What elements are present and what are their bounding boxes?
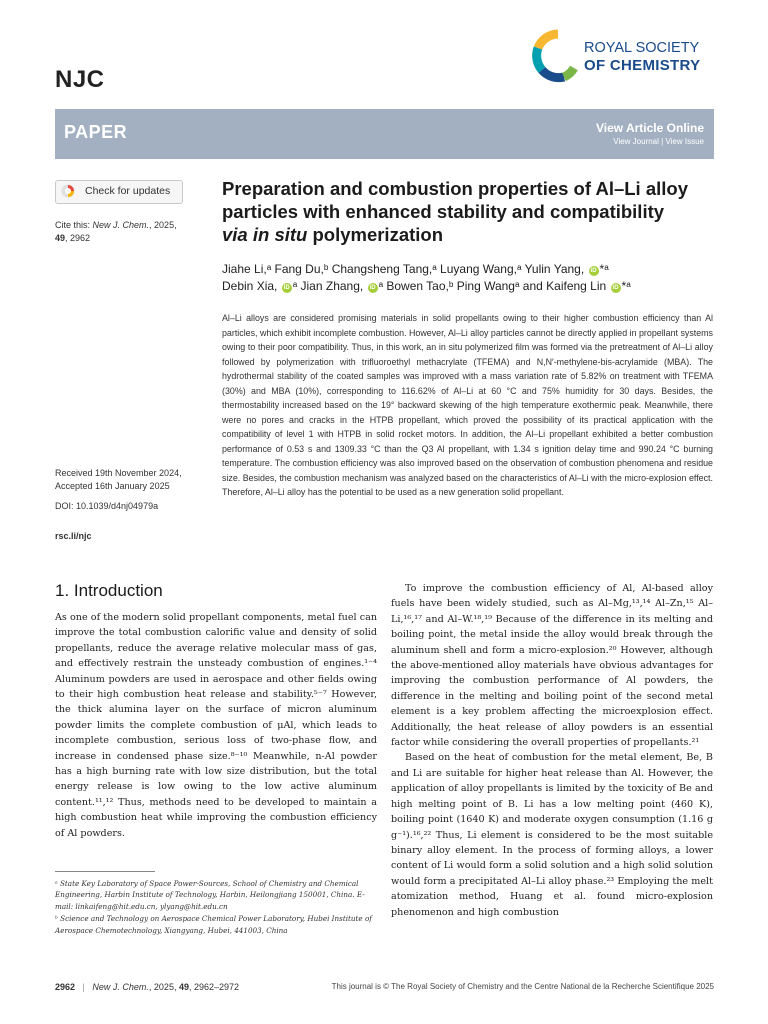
publisher-name (584, 40, 700, 74)
authors-line-2 (222, 278, 702, 295)
copyright-notice: This journal is © The Royal Society of Chemistry and the Centre National de la Recherche Scientifique 2025 (331, 982, 714, 991)
rsc-logo-icon (530, 28, 580, 84)
authors-text-2b: ᵃ Jian Zhang, (292, 279, 364, 293)
authors-text-2a: Debin Xia, (222, 279, 278, 293)
section-heading: 1. Introduction (55, 581, 163, 600)
dates (55, 467, 215, 493)
view-article-online-link[interactable]: View Article Online (595, 121, 704, 135)
received-date: Received 19th November 2024, (55, 468, 182, 478)
corresponding-mark: *ᵃ (599, 262, 609, 276)
title-italic: via in situ (222, 224, 308, 245)
check-for-updates-button[interactable] (55, 180, 183, 204)
footer-journal: New J. Chem. (92, 982, 149, 992)
cite-page: , 2962 (65, 233, 91, 243)
affiliation-a: ᵃ State Key Laboratory of Space Power-Sources, School of Chemistry and Chemical Engineering, Harbin Institute of Technology, Harbin, Heilongjiang 150001, China. E-mail: linkaifeng@hit.edu.cn, ylyang@hit.edu.cn (55, 879, 365, 911)
page-number: 2962 (55, 982, 76, 992)
publisher-line1: ROYAL SOCIETY (584, 40, 700, 56)
affiliations (55, 878, 377, 937)
view-links-separator: | (661, 137, 664, 146)
intro-right-column (391, 581, 713, 920)
page-footer-citation (55, 982, 239, 992)
author-list (222, 261, 702, 295)
view-issue-link[interactable]: View Issue (665, 137, 704, 146)
paragraph: As one of the modern solid propellant components, metal fuel can improve the total combustion calorific value and density of solid propellants, reduce the average relative molecular mass of gas, and effectively restrain the unsteady combustion of engines.¹⁻⁴ Aluminum powders are used in aerospace and other fields owing to their high combustion heat release and stability.⁵⁻⁷ However, the thick alumina layer on the surface of micron aluminum powder limits the complete combustion of μAl, which leads to incomplete combustion, serious loss of two-phase flow, and increase in condensed phase size.⁸⁻¹⁰ Meanwhile, n-Al powder has a high burning rate with low size distribution, but the total energy release is low owing to the low active aluminum content.¹¹,¹² Thus, methods need to be developed to maintain a high combustion heat while improving the combustion efficiency of Al powders. (55, 612, 377, 839)
cite-volume: 49 (55, 233, 66, 243)
orcid-icon[interactable]: iD (612, 285, 619, 291)
authors-text-2c: ᵃ Bowen Tao,ᵇ Ping Wangᵃ and Kaifeng Lin (378, 279, 607, 293)
rsc-logo[interactable] (530, 28, 720, 84)
footer-volume: 49 (178, 982, 189, 992)
cite-journal: New J. Chem. (92, 220, 150, 230)
cite-label: Cite this: (55, 220, 91, 230)
check-updates-icon (61, 184, 75, 198)
intro-left-column (55, 610, 377, 841)
footer-year: , 2025, (148, 982, 179, 992)
cite-year: , 2025, (149, 220, 177, 230)
accepted-date: Accepted 16th January 2025 (55, 481, 170, 491)
paragraph: Based on the heat of combustion for the metal element, Be, B and Li are suitable for higher heat release than Al. However, the application of alloy propellants is limited by the toxicity of Be and high melting point of B. Li has a low melting point (460 K), boiling point (1640 K) and moderate oxygen consumption (1.16 g g⁻¹).¹⁶,²² Thus, Li element is considered to be the most suitable binary alloy element. In the process of forming alloys, a lower content of Li would form a solid solution and a high solid solution would form a precipitated Al–Li alloy phase.²³ Employing the melt atomization method, Huang et al. found micro-explosion phenomenon and high combustion (391, 752, 713, 918)
paragraph: To improve the combustion efficiency of Al, Al-based alloy fuels have been widely studied, such as Al–Mg,¹³,¹⁴ Al–Zn,¹⁵ Al–Li,¹⁶,¹⁷ and Al–W.¹⁸,¹⁹ Because of the difference in its melting and boiling point, the metal inside the alloy would break through the aluminum shell and form a micro-explosion.²⁰ However, although the above-mentioned alloy materials have obvious advantages for improving the combustion performance of Al powders, the difference in the melting and boiling point of the second metal element is a key problem affecting the microexplosion effect. Additionally, the heat release of alloy powders is an essential factor while considering the overall properties of propellants.²¹ (391, 583, 713, 749)
footnote-divider (55, 871, 155, 872)
view-links (613, 137, 704, 146)
journal-code: NJC (55, 66, 105, 93)
article-title (222, 177, 692, 246)
article-type-banner (55, 109, 714, 159)
orcid-icon[interactable]: iD (590, 268, 597, 274)
view-journal-link[interactable]: View Journal (613, 137, 659, 146)
journal-site-link[interactable]: rsc.li/njc (55, 531, 92, 541)
authors-text-1: Jiahe Li,ᵃ Fang Du,ᵇ Changsheng Tang,ᵃ Luyang Wang,ᵃ Yulin Yang, (222, 262, 585, 276)
article-type: PAPER (64, 122, 128, 142)
footer-pages: , 2962–2972 (188, 982, 240, 992)
abstract: Al–Li alloys are considered promising materials in solid propellants owing to their higher combustion efficiency than Al particles, which exhibit incomplete combustion. However, Al–Li alloy particles cannot be directly applied in propellant systems owing to their poor compatibility. Thus, in this work, an in situ polymerized film was formed via the pretreatment of Al–Li alloy followed by polymerization with trifluoroethyl methacrylate (TFEMA) and N,N′-methylene-bis-acrylamide (MBA). The hydrothermal stability of the coated samples was improved with a mass variation rate of 5.82% on treatment with TFEMA (30%) and MBA (10%), corresponding to 116.62% of Al–Li at 60 °C and 75% humidity for 30 days. Besides, the thermostability increased based on the 19° backward skewing of the high temperature exothermic peak. Meanwhile, there were no pores and cracks in the HTPB propellant, which proved the possibility of its practical application with the compatibility of level 1 with HTPB in solid rocket motors. In addition, the Al–Li propellant exhibited a better combustion performance of 0.53 s and 1309.33 °C than the Q3 Al propellant, with 1.34 s ignition delay time and 990.24 °C burning temperature. The combustion efficiency was also improved based on the observation of combustion phenomena and residue size. Besides, the combustion mechanism was analyzed based on the characteristics of Al–Li with the micro-explosion effect. Therefore, Al–Li alloy has the potential to be used as a new generation solid propellant. (222, 313, 713, 497)
title-text: Preparation and combustion properties of Al–Li alloy particles with enhanced stability and compatibility (222, 178, 688, 222)
check-updates-label: Check for updates (85, 185, 171, 197)
footer-separator: | (82, 982, 85, 992)
corresponding-mark: *ᵃ (621, 279, 631, 293)
doi[interactable]: DOI: 10.1039/d4nj04979a (55, 501, 159, 511)
affiliation-b: ᵇ Science and Technology on Aerospace Chemical Power Laboratory, Hubei Institute of Aerospace Chemotechnology, Xiangyang, Hubei, 441003, China (55, 914, 372, 935)
authors-line-1 (222, 261, 702, 278)
orcid-icon[interactable]: iD (283, 285, 290, 291)
orcid-icon[interactable]: iD (369, 285, 376, 291)
publisher-line2: OF CHEMISTRY (584, 57, 701, 74)
citation (55, 219, 215, 245)
title-end: polymerization (307, 224, 444, 245)
